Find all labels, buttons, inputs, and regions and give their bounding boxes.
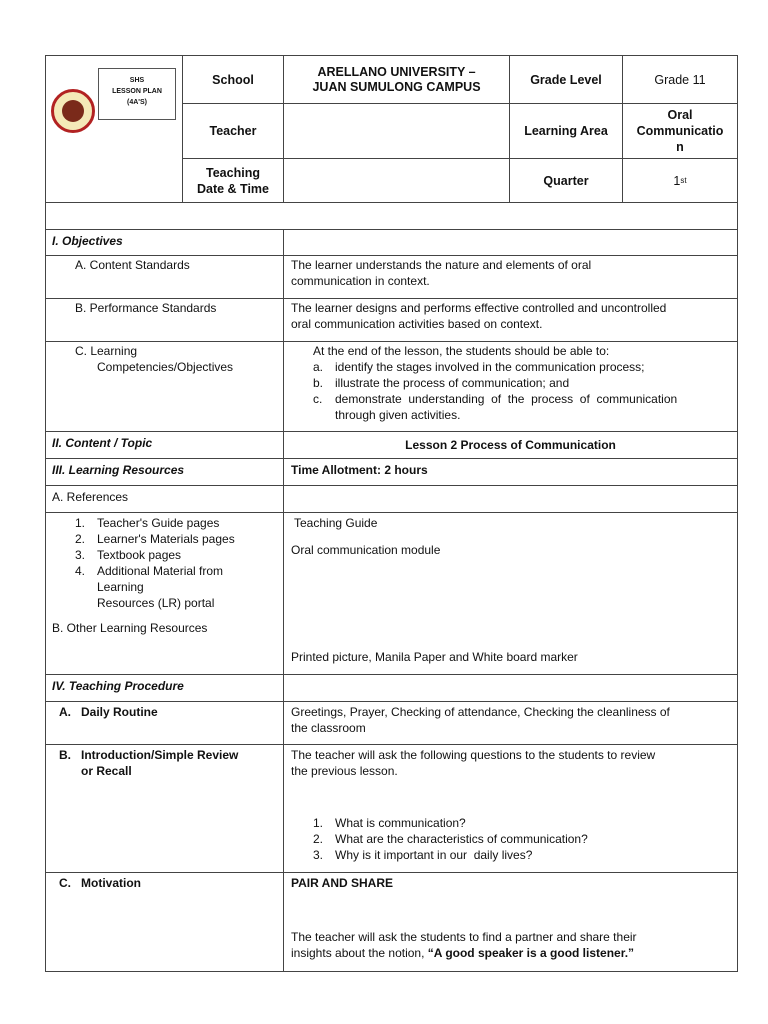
ref-marker-3: 3. [75,548,86,562]
daily-routine-label: A. Daily Routine [59,705,158,719]
content-standards-label: A. Content Standards [75,258,190,272]
question-marker-1: 1. [313,816,324,830]
date-label-line-2: Date & Time [196,181,269,196]
introduction-label-line-2: or Recall [81,764,132,778]
learning-resources-title: III. Learning Resources [52,463,185,477]
quarter-superscript: st [680,176,687,185]
learning-resources-header-row [46,459,737,486]
introduction-line-2: the previous lesson. [291,764,398,778]
lesson-title: Lesson 2 Process of Communication [405,438,616,452]
area-line-1: Oral [667,108,693,122]
reference-items-cell [46,513,284,674]
content-topic-title: II. Content / Topic [52,436,153,450]
ref-item-3: Textbook pages [97,548,182,562]
school-value [284,56,510,104]
teaching-guide-ref: Teaching Guide [294,516,378,530]
motivation-row [46,873,737,971]
content-topic-value-cell [284,432,737,458]
pair-and-share-title: PAIR AND SHARE [291,876,394,890]
teacher-value [284,104,510,159]
ref-marker-2: 2. [75,532,86,546]
school-label: School [183,56,284,104]
ref-item-4-line-2: Learning [97,580,144,594]
objectives-title: I. Objectives [52,234,123,248]
competency-item-a: identify the stages involved in the communication process; [335,360,645,374]
school-name-line-1: ARELLANO UNIVERSITY – [317,64,476,79]
content-standards-line-1: The learner understands the nature and elements of oral [291,258,592,272]
competency-marker-c: c. [313,392,323,406]
references-row [46,486,737,513]
grade-level-label: Grade Level [510,56,623,104]
reference-items-row [46,513,737,675]
procedure-header-row [46,675,737,702]
performance-standards-line-2: oral communication activities based on context. [291,317,543,331]
ref-marker-1: 1. [75,516,86,530]
quarter-value: 1 st [623,159,737,203]
learning-area-value [623,104,737,159]
procedure-title: IV. Teaching Procedure [52,679,184,693]
content-standards-label-cell [46,256,284,298]
motivation-text-cell [284,873,737,971]
content-standards-row [46,256,737,299]
ref-item-2: Learner's Materials pages [97,532,235,546]
motivation-label-cell [46,873,284,971]
area-line-2: Communicatio [636,124,724,138]
daily-routine-row [46,702,737,745]
content-topic-title-cell [46,432,284,458]
area-line-3: n [676,140,684,154]
teaching-date-label [183,159,284,203]
daily-routine-label-cell [46,702,284,744]
ref-item-4-line-3: Resources (LR) portal [97,596,215,610]
ref-marker-4: 4. [75,564,86,578]
references-label: A. References [52,490,129,504]
competencies-intro: At the end of the lesson, the students should be able to: [313,344,610,358]
competency-item-b: illustrate the process of communication; and [335,376,570,390]
university-seal-logo [51,89,95,133]
materials-ref: Printed picture, Manila Paper and White board marker [291,650,578,664]
question-1: What is communication? [335,816,466,830]
label-line-1: SHS [129,77,145,84]
competencies-label-line-1: C. Learning [75,344,138,358]
performance-standards-line-1: The learner designs and performs effective controlled and uncontrolled [291,301,667,315]
introduction-label-line-1: B. Introduction/Simple Review [59,748,239,762]
document-type-label [98,68,176,120]
learning-area-label: Learning Area [510,104,623,159]
procedure-title-cell [46,675,284,701]
motivation-line-2 [291,945,634,961]
competency-item-c-continued: through given activities. [335,408,461,422]
competency-marker-a: a. [313,360,324,374]
daily-routine-line-1: Greetings, Prayer, Checking of attendance, Checking the cleanliness of [291,705,670,719]
motivation-label: C. Motivation [59,876,141,890]
spacer-row [46,203,737,230]
question-marker-2: 2. [313,832,324,846]
other-resources-label: B. Other Learning Resources [52,621,208,635]
motivation-line-2-text: insights about the notion, [291,946,428,960]
introduction-line-1: The teacher will ask the following questions to the students to review [291,748,656,762]
ref-item-1: Teacher's Guide pages [97,516,220,530]
question-2: What are the characteristics of communication? [335,832,588,846]
motivation-line-1: The teacher will ask the students to find a partner and share their [291,930,637,944]
school-name-line-2: JUAN SUMULONG CAMPUS [312,79,481,94]
logo-cell [46,56,183,203]
competencies-label-line-2: Competencies/Objectives [97,360,234,374]
competency-item-c: demonstrate understanding of the process of communication [335,392,678,406]
question-marker-3: 3. [313,848,324,862]
grade-level-value: Grade 11 [623,56,737,104]
teacher-label: Teacher [183,104,284,159]
reference-values-cell [284,513,737,674]
performance-standards-row [46,299,737,342]
competencies-label-cell [46,342,284,431]
teaching-date-value [284,159,510,203]
content-topic-row [46,432,737,459]
introduction-row [46,745,737,873]
learning-resources-title-cell [46,459,284,485]
question-3: Why is it important in our daily lives? [335,848,533,862]
ref-item-4: Additional Material from [97,564,224,578]
performance-standards-label-cell [46,299,284,341]
objectives-title-cell [46,230,284,255]
time-allotment: Time Allotment: 2 hours [291,463,428,477]
date-label-line-1: Teaching [206,165,260,180]
competency-marker-b: b. [313,376,324,390]
competencies-row [46,342,737,432]
lesson-plan-document [45,55,738,972]
header-table [46,56,737,203]
content-standards-line-2: communication in context. [291,274,430,288]
references-label-cell [46,486,284,512]
introduction-label-cell [46,745,284,872]
performance-standards-label: B. Performance Standards [75,301,217,315]
label-line-3: (4A'S) [127,99,147,106]
quarter-label: Quarter [510,159,623,203]
daily-routine-line-2: the classroom [291,721,366,735]
objectives-header-row [46,230,737,256]
motivation-quote: “A good speaker is a good listener.” [427,946,635,960]
label-line-2: LESSON PLAN [112,88,162,95]
module-ref: Oral communication module [291,543,441,557]
